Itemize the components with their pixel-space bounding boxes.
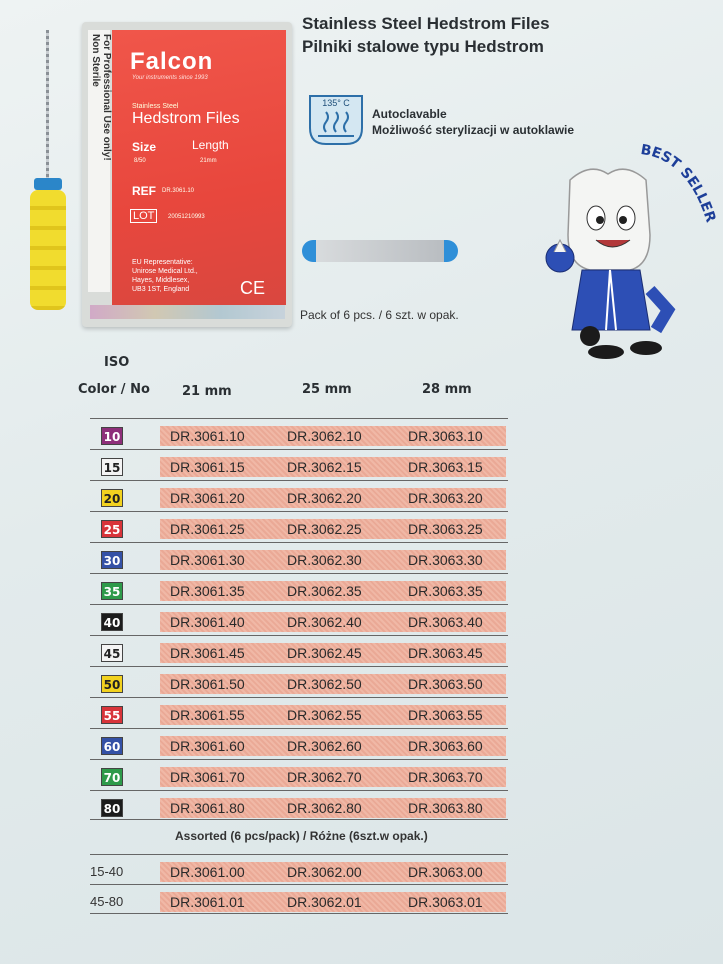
autoclave-icon	[306, 92, 366, 148]
header-color-no: Color / No	[78, 382, 150, 397]
assorted-range: 15-40	[90, 864, 124, 879]
assorted-label: Assorted (6 pcs/pack) / Różne (6szt.w opak.)	[175, 829, 428, 843]
table-row	[90, 486, 510, 510]
catalog-code: DR.3061.35	[170, 583, 245, 599]
iso-color-swatch: 35	[101, 582, 123, 600]
catalog-code: DR.3063.01	[408, 894, 483, 910]
assorted-row	[90, 860, 510, 884]
iso-color-swatch: 50	[101, 675, 123, 693]
row-divider	[90, 913, 508, 914]
iso-color-swatch: 25	[101, 520, 123, 538]
table-row	[90, 424, 510, 448]
catalog-code: DR.3063.15	[408, 459, 483, 475]
brand-tagline: Your instruments since 1993	[132, 75, 208, 81]
catalog-code: DR.3062.15	[287, 459, 362, 475]
label-ref: REF	[132, 184, 156, 198]
catalog-code: DR.3063.40	[408, 614, 483, 630]
iso-color-swatch: 20	[101, 489, 123, 507]
table-row	[90, 703, 510, 727]
iso-color-swatch: 15	[101, 458, 123, 476]
catalog-code: DR.3062.40	[287, 614, 362, 630]
header-iso: ISO	[104, 355, 130, 370]
row-divider	[90, 728, 508, 729]
catalog-code: DR.3062.45	[287, 645, 362, 661]
tooth-mascot-image	[530, 140, 720, 365]
row-divider	[90, 573, 508, 574]
iso-color-swatch: 55	[101, 706, 123, 724]
table-row	[90, 796, 510, 820]
row-divider	[90, 542, 508, 543]
table-row	[90, 610, 510, 634]
table-row	[90, 579, 510, 603]
row-divider	[90, 759, 508, 760]
label-lot-value: 20051210993	[168, 214, 205, 220]
label-material: Stainless Steel	[132, 103, 179, 110]
iso-color-swatch: 30	[101, 551, 123, 569]
title-english: Stainless Steel Hedstrom Files	[302, 14, 550, 33]
catalog-code: DR.3062.50	[287, 676, 362, 692]
catalog-code: DR.3063.35	[408, 583, 483, 599]
row-divider	[90, 884, 508, 885]
iso-color-swatch: 80	[101, 799, 123, 817]
catalog-code: DR.3061.70	[170, 769, 245, 785]
catalog-code: DR.3063.60	[408, 738, 483, 754]
assorted-range: 45-80	[90, 894, 124, 909]
label-size: Size	[132, 140, 157, 154]
row-divider	[90, 819, 508, 820]
label-ref-value: DR.3061.10	[162, 188, 195, 194]
catalog-code: DR.3063.00	[408, 864, 483, 880]
iso-color-swatch: 40	[101, 613, 123, 631]
catalog-code: DR.3062.35	[287, 583, 362, 599]
catalog-code: DR.3063.70	[408, 769, 483, 785]
file-shaft-image	[46, 30, 49, 180]
header-28mm: 28 mm	[422, 382, 472, 397]
box-side-panel	[88, 30, 110, 292]
title-polish: Pilniki stalowe typu Hedstrom	[302, 37, 544, 56]
header-25mm: 25 mm	[302, 382, 352, 397]
table-row	[90, 734, 510, 758]
catalog-code: DR.3061.50	[170, 676, 245, 692]
best-seller-badge: BEST SELLER	[639, 141, 719, 225]
catalog-code: DR.3061.45	[170, 645, 245, 661]
catalog-code: DR.3062.60	[287, 738, 362, 754]
box-side-text: For Professional Use only! Non Sterile	[90, 34, 112, 161]
table-row	[90, 672, 510, 696]
header-21mm: 21 mm	[182, 384, 232, 399]
label-length-value: 21mm	[200, 158, 217, 164]
catalog-code: DR.3061.20	[170, 490, 245, 506]
catalog-code: DR.3063.30	[408, 552, 483, 568]
iso-color-swatch: 45	[101, 644, 123, 662]
catalog-code: DR.3062.10	[287, 428, 362, 444]
table-row	[90, 455, 510, 479]
catalog-code: DR.3061.80	[170, 800, 245, 816]
table-row	[90, 517, 510, 541]
label-length: Length	[192, 138, 229, 152]
label-size-value: 8/50	[134, 158, 146, 164]
catalog-code: DR.3061.25	[170, 521, 245, 537]
catalog-code: DR.3062.55	[287, 707, 362, 723]
assorted-row	[90, 890, 510, 914]
file-diagram-pill	[302, 240, 458, 262]
file-stopper-image	[34, 178, 62, 190]
brand-logo: Falcon	[130, 48, 214, 75]
pack-quantity: Pack of 6 pcs. / 6 szt. w opak.	[300, 308, 459, 322]
autoclave-temperature: 135° C	[322, 98, 350, 108]
file-handle-image	[30, 190, 66, 310]
catalog-code: DR.3061.10	[170, 428, 245, 444]
catalog-code: DR.3061.60	[170, 738, 245, 754]
autoclavable-text: Autoclavable	[372, 107, 447, 121]
row-divider	[90, 666, 508, 667]
row-divider	[90, 635, 508, 636]
row-divider	[90, 480, 508, 481]
catalog-code: DR.3062.01	[287, 894, 362, 910]
row-divider	[90, 449, 508, 450]
table-row	[90, 765, 510, 789]
catalog-code: DR.3062.70	[287, 769, 362, 785]
catalog-code: DR.3063.80	[408, 800, 483, 816]
row-divider	[90, 854, 508, 855]
iso-color-swatch: 10	[101, 427, 123, 445]
catalog-code: DR.3061.55	[170, 707, 245, 723]
catalog-code: DR.3063.55	[408, 707, 483, 723]
catalog-code: DR.3061.40	[170, 614, 245, 630]
row-divider	[90, 790, 508, 791]
catalog-code: DR.3061.15	[170, 459, 245, 475]
row-divider	[90, 511, 508, 512]
catalog-code: DR.3063.10	[408, 428, 483, 444]
iso-color-swatch: 70	[101, 768, 123, 786]
row-divider	[90, 697, 508, 698]
catalog-code: DR.3063.45	[408, 645, 483, 661]
row-divider	[90, 418, 508, 419]
autoclavable-text-polish: Możliwość sterylizacji w autoklawie	[372, 123, 575, 137]
catalog-code: DR.3062.20	[287, 490, 362, 506]
catalog-code: DR.3061.00	[170, 864, 245, 880]
catalog-code: DR.3062.30	[287, 552, 362, 568]
catalog-code: DR.3063.50	[408, 676, 483, 692]
catalog-code: DR.3061.30	[170, 552, 245, 568]
label-product-name: Hedstrom Files	[132, 110, 240, 127]
row-divider	[90, 604, 508, 605]
catalog-code: DR.3063.25	[408, 521, 483, 537]
box-tray-image	[90, 305, 285, 319]
catalog-code: DR.3062.80	[287, 800, 362, 816]
catalog-code: DR.3062.25	[287, 521, 362, 537]
iso-color-swatch: 60	[101, 737, 123, 755]
catalog-code: DR.3063.20	[408, 490, 483, 506]
table-row	[90, 641, 510, 665]
table-row	[90, 548, 510, 572]
catalog-code: DR.3061.01	[170, 894, 245, 910]
ce-mark: CE	[240, 278, 266, 298]
catalog-code: DR.3062.00	[287, 864, 362, 880]
label-eu-representative: EU Representative: Unirose Medical Ltd., Hayes, Middlesex, UB3 1ST, England	[132, 259, 198, 293]
label-lot: LOT	[130, 209, 157, 223]
